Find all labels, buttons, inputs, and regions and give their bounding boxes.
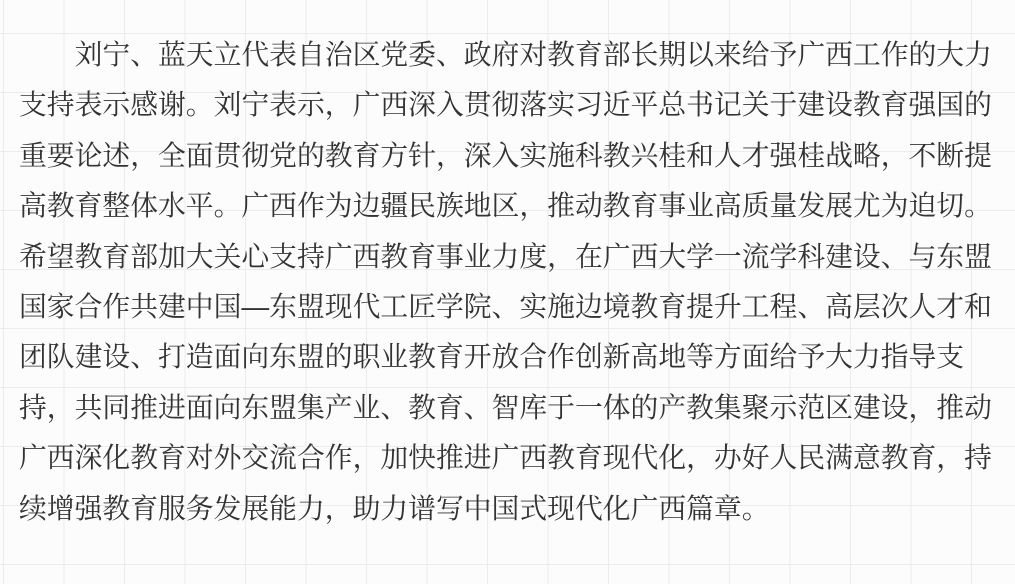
paragraph-line: 希望教育部加大关心支持广西教育事业力度，在广西大学一流学科建设、与东盟: [19, 240, 992, 272]
paragraph-line: 重要论述，全面贯彻党的教育方针，深入实施科教兴桂和人才强桂战略，不断提: [19, 139, 992, 171]
paragraph-line: 团队建设、打造面向东盟的职业教育开放合作创新高地等方面给予大力指导支: [19, 341, 965, 373]
paragraph-line: 广西深化教育对外交流合作，加快推进广西教育现代化，办好人民满意教育，持: [19, 442, 992, 474]
paragraph-line: 高教育整体水平。广西作为边疆民族地区，推动教育事业高质量发展尤为迫切。: [19, 190, 992, 222]
paragraph-line: 持，共同推进面向东盟集产业、教育、智库于一体的产教集聚示范区建设，推动: [19, 391, 992, 423]
paragraph-line: 国家合作共建中国—东盟现代工匠学院、实施边境教育提升工程、高层次人才和: [19, 290, 992, 322]
paragraph-line: 刘宁、蓝天立代表自治区党委、政府对教育部长期以来给予广西工作的大力: [19, 39, 992, 70]
paragraph-line: 支持表示感谢。刘宁表示，广西深入贯彻落实习近平总书记关于建设教育强国的: [19, 89, 992, 121]
paragraph-line: 续增强教育服务发展能力，助力谱写中国式现代化广西篇章。: [19, 492, 770, 524]
